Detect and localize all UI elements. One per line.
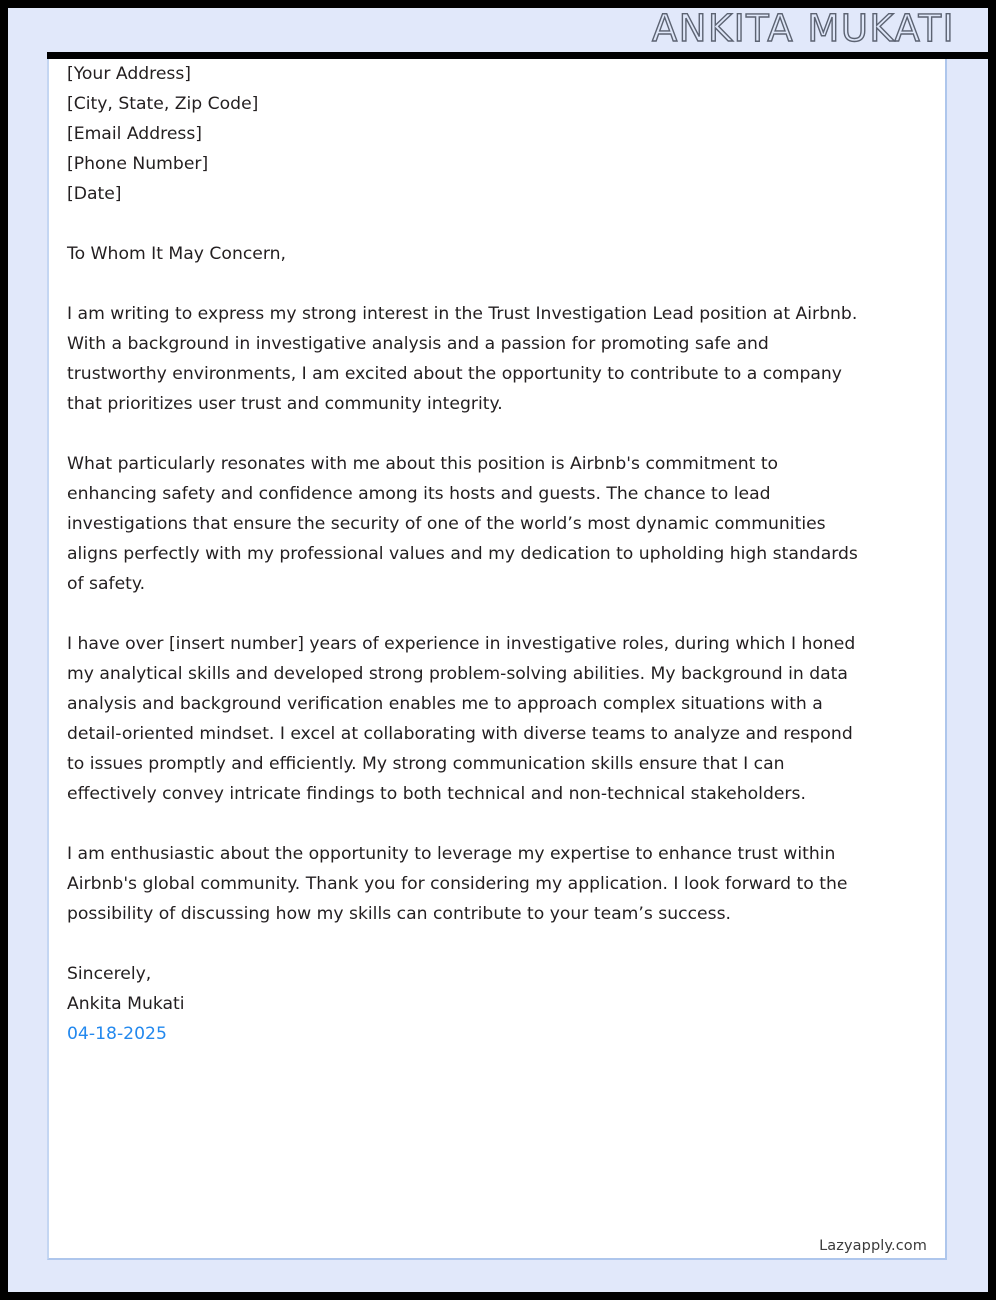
spacer [67, 419, 862, 449]
spacer [67, 269, 862, 299]
body-paragraph: What particularly resonates with me about this position is Airbnb's commitment to enhancing safety and confidence among its hosts and guests. The chance to lead investigations that ensure the security of one of the world’s most dynamic communities aligns perfectly with my professional values and my dedication to upholding high standards of safety. [67, 454, 858, 594]
closing-line: Sincerely, [67, 964, 152, 984]
address-line: [Email Address] [67, 124, 203, 144]
letter-page [8, 8, 988, 1292]
spacer [67, 599, 862, 629]
spacer [67, 209, 862, 239]
date-stamp[interactable]: 04-18-2025 [67, 1024, 167, 1044]
address-line: [Phone Number] [67, 154, 209, 174]
salutation: To Whom It May Concern, [67, 244, 286, 264]
page-title: ANKITA MUKATI [651, 8, 955, 50]
address-block [67, 59, 862, 209]
body-paragraph: I am enthusiastic about the opportunity to leverage my expertise to enhance trust within Airbnb's global community. Thank you for considering my application. I look forward to the possibility of discussing how my skills can contribute to your team’s success. [67, 844, 848, 924]
letter-content [67, 59, 862, 1049]
spacer [67, 929, 862, 959]
spacer [67, 809, 862, 839]
body-paragraph: I am writing to express my strong interest in the Trust Investigation Lead position at Airbnb. With a background in investigative analysis and a passion for promoting safe and trustworthy environments, I am excited about the opportunity to contribute to a company that prioritizes user trust and community integrity. [67, 304, 858, 414]
footer-watermark: Lazyapply.com [819, 1238, 927, 1254]
address-line: [Date] [67, 184, 122, 204]
body-paragraph: I have over [insert number] years of experience in investigative roles, during which I honed my analytical skills and developed strong problem-solving abilities. My background in data analysis and background verification enables me to approach complex situations with a detail-oriented mindset. I excel at collaborating with diverse teams to analyze and respond to issues promptly and efficiently. My strong communication skills ensure that I can effectively convey intricate findings to both technical and non-technical stakeholders. [67, 634, 856, 804]
signature-name: Ankita Mukati [67, 994, 185, 1014]
header-band [8, 8, 988, 52]
header-divider-rule [47, 52, 988, 59]
address-line: [Your Address] [67, 64, 192, 84]
address-line: [City, State, Zip Code] [67, 94, 259, 114]
